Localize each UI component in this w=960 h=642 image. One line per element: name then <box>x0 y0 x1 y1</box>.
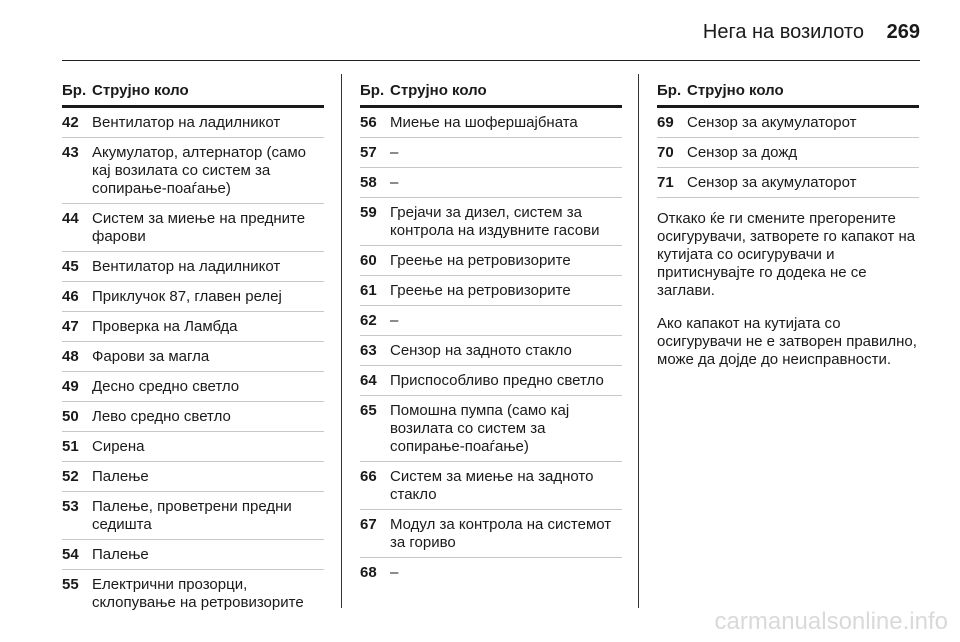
header-number: Бр. <box>360 82 385 99</box>
fuse-number: 51 <box>62 438 79 455</box>
page-title: Нега на возилото <box>702 21 864 43</box>
table-row <box>657 108 919 138</box>
table-row <box>62 540 324 570</box>
fuse-number: 67 <box>360 516 377 533</box>
table-row <box>62 108 324 138</box>
page-header <box>0 0 960 60</box>
header-circuit: Струјно коло <box>92 82 189 99</box>
circuit-name: Греење на ретровизорите <box>390 252 571 269</box>
circuit-name: Систем за миење на предните фарови <box>92 210 306 245</box>
column-divider <box>638 74 639 608</box>
table-row <box>62 570 324 617</box>
table-row <box>62 492 324 540</box>
table-row <box>62 138 324 204</box>
table-row <box>360 396 622 462</box>
circuit-name: Сензор за акумулаторот <box>687 174 857 191</box>
fuse-number: 56 <box>360 114 377 131</box>
header-number: Бр. <box>657 82 682 99</box>
fuse-table-column-3 <box>657 82 919 384</box>
table-row <box>360 246 622 276</box>
circuit-name: – <box>390 564 399 581</box>
circuit-name: Десно средно светло <box>92 378 240 395</box>
fuse-number: 53 <box>62 498 79 515</box>
fuse-number: 55 <box>62 576 79 593</box>
circuit-name: Сирена <box>92 438 145 455</box>
watermark-text: carmanualsonline.info <box>714 608 948 635</box>
header-circuit: Струјно коло <box>390 82 487 99</box>
circuit-name: Систем за миење на задното стакло <box>390 468 594 503</box>
table-header <box>62 82 324 108</box>
table-row <box>62 432 324 462</box>
table-row <box>360 168 622 198</box>
table-row <box>62 252 324 282</box>
fuse-number: 60 <box>360 252 377 269</box>
circuit-name: Палење <box>92 468 149 485</box>
fuse-number: 70 <box>657 144 674 161</box>
circuit-name: Фарови за магла <box>92 348 210 365</box>
fuse-number: 52 <box>62 468 79 485</box>
warning-paragraph: Ако капакот на кутијата со осигурувачи не е затворен правилно, може да дојде до неисправности. <box>657 315 917 368</box>
instruction-paragraph: Откако ќе ги смените прегорените осигурувачи, затворете го капакот на кутијата со осигурувачи и притиснувајте го додека не се заглави. <box>657 210 916 299</box>
table-row <box>657 138 919 168</box>
fuse-number: 47 <box>62 318 79 335</box>
fuse-number: 44 <box>62 210 79 227</box>
circuit-name: – <box>390 174 399 191</box>
circuit-name: Палење <box>92 546 149 563</box>
fuse-number: 58 <box>360 174 377 191</box>
circuit-name: Греење на ретровизорите <box>390 282 571 299</box>
fuse-number: 71 <box>657 174 674 191</box>
header-rule <box>62 60 920 61</box>
circuit-name: Електрични прозорци, склопување на ретровизорите <box>92 576 304 611</box>
circuit-name: Сензор на задното стакло <box>390 342 572 359</box>
circuit-name: Лево средно светло <box>92 408 231 425</box>
table-row <box>62 312 324 342</box>
fuse-number: 50 <box>62 408 79 425</box>
fuse-table-column-1 <box>62 82 324 617</box>
table-header <box>360 82 622 108</box>
table-row <box>360 510 622 558</box>
circuit-name: Помошна пумпа (само кај возилата со систем за сопирање-поаѓање) <box>390 402 570 455</box>
circuit-name: Миење на шофершајбната <box>390 114 578 131</box>
fuse-number: 66 <box>360 468 377 485</box>
fuse-number: 64 <box>360 372 377 389</box>
table-row <box>62 402 324 432</box>
circuit-name: – <box>390 312 399 329</box>
table-row <box>62 462 324 492</box>
circuit-name: Палење, проветрени предни седишта <box>92 498 292 533</box>
fuse-number: 61 <box>360 282 377 299</box>
table-row <box>360 138 622 168</box>
fuse-number: 45 <box>62 258 79 275</box>
fuse-number: 68 <box>360 564 377 581</box>
fuse-number: 48 <box>62 348 79 365</box>
fuse-number: 54 <box>62 546 79 563</box>
fuse-number: 62 <box>360 312 377 329</box>
table-row <box>62 342 324 372</box>
circuit-name: Сензор за акумулаторот <box>687 114 857 131</box>
circuit-name: Модул за контрола на системот за гориво <box>390 516 612 551</box>
table-row <box>62 282 324 312</box>
fuse-number: 65 <box>360 402 377 419</box>
table-row <box>360 462 622 510</box>
table-header <box>657 82 919 108</box>
circuit-name: Вентилатор на ладилникот <box>92 258 281 275</box>
table-row <box>360 198 622 246</box>
fuse-number: 46 <box>62 288 79 305</box>
fuse-number: 59 <box>360 204 377 221</box>
table-row <box>360 276 622 306</box>
circuit-name: Приклучок 87, главен релеј <box>92 288 282 305</box>
header-circuit: Струјно коло <box>687 82 784 99</box>
page-number: 269 <box>886 21 920 43</box>
table-row <box>360 366 622 396</box>
fuse-table-column-2 <box>360 82 622 587</box>
circuit-name: Проверка на Ламбда <box>92 318 238 335</box>
fuse-number: 69 <box>657 114 674 131</box>
table-row <box>360 558 622 587</box>
fuse-number: 63 <box>360 342 377 359</box>
header-number: Бр. <box>62 82 87 99</box>
table-row <box>360 108 622 138</box>
fuse-number: 49 <box>62 378 79 395</box>
table-row <box>657 168 919 198</box>
column-divider <box>341 74 342 608</box>
circuit-name: – <box>390 144 399 161</box>
table-row <box>62 204 324 252</box>
fuse-number: 43 <box>62 144 79 161</box>
circuit-name: Вентилатор на ладилникот <box>92 114 281 131</box>
table-row <box>360 306 622 336</box>
circuit-name: Грејачи за дизел, систем за контрола на издувните гасови <box>390 204 600 239</box>
table-row <box>62 372 324 402</box>
fuse-number: 42 <box>62 114 79 131</box>
table-row <box>360 336 622 366</box>
circuit-name: Акумулатор, алтернатор (само кај возилата со систем за сопирање-поаѓање) <box>92 144 307 197</box>
fuse-number: 57 <box>360 144 377 161</box>
circuit-name: Сензор за дожд <box>687 144 798 161</box>
circuit-name: Приспособливо предно светло <box>390 372 604 389</box>
